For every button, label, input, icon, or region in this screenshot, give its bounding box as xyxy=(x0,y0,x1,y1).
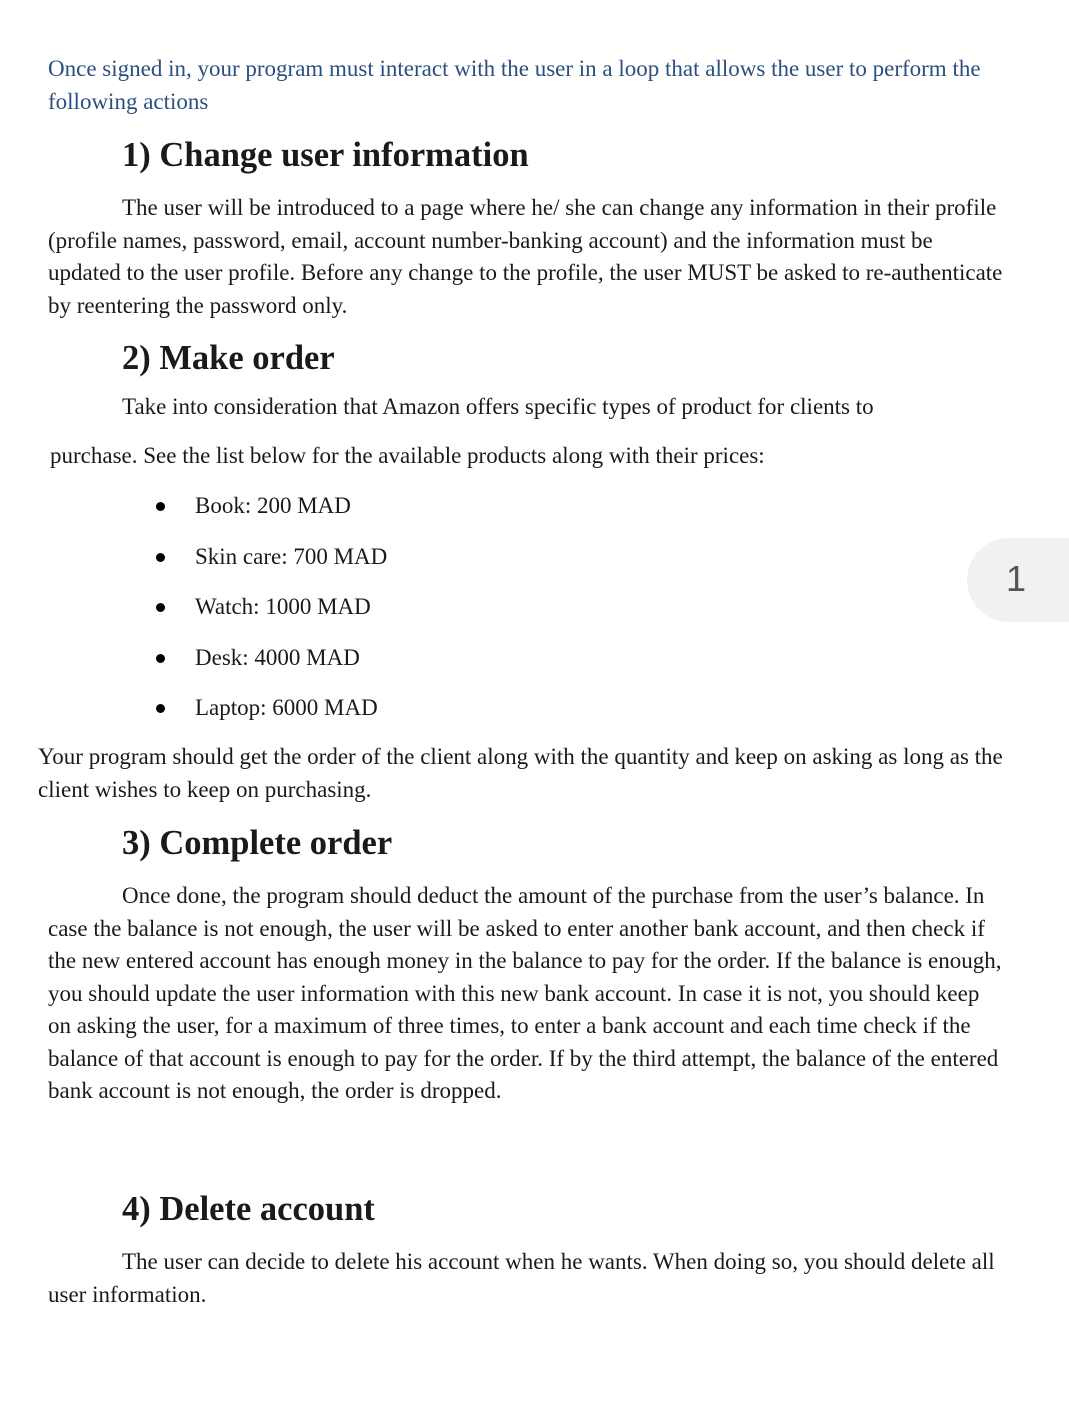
bullet-icon xyxy=(156,603,165,612)
heading-change-user-information: 1) Change user information xyxy=(122,136,529,174)
product-label: Skin care: 700 MAD xyxy=(195,544,388,569)
bullet-icon xyxy=(156,704,165,713)
heading-complete-order: 3) Complete order xyxy=(122,824,393,862)
page-number: 1 xyxy=(1006,558,1027,599)
bullet-icon xyxy=(156,553,165,562)
product-label: Watch: 1000 MAD xyxy=(195,594,371,619)
make-order-line-1: Take into consideration that Amazon offers specific types of product for clients to xyxy=(122,394,874,419)
complete-order-body: Once done, the program should deduct the amount of the purchase from the user’s balance. In case the balance is not enough, the user will be asked to enter another bank account, and then check if the new entered account has enough money in the balance to pay for the order. If the balance is enough, you should update the user information with this new bank account. In case it is not, you should keep on asking the user, for a maximum of three times, to enter a bank account and each time check if the balance of that account is enough to pay for the order. If by the third attempt, the balance of the entered bank account is not enough, the order is dropped. xyxy=(48,883,1002,1103)
heading-delete-account: 4) Delete account xyxy=(122,1190,375,1228)
change-user-information-body: The user will be introduced to a page where he/ she can change any information in their profile (profile names, password, email, account number-banking account) and the information must be updated to the user profile. Before any change to the profile, the user MUST be asked to re-authenticate by reentering the password only. xyxy=(48,195,1003,318)
heading-make-order: 2) Make order xyxy=(122,339,335,377)
make-order-after-paragraph: Your program should get the order of the client along with the quantity and keep on asking as long as the client wishes to keep on purchasing. xyxy=(38,744,1003,802)
product-label: Laptop: 6000 MAD xyxy=(195,695,378,720)
delete-account-body: The user can decide to delete his account when he wants. When doing so, you should delete all user information. xyxy=(48,1249,995,1307)
product-label: Desk: 4000 MAD xyxy=(195,645,360,670)
product-label: Book: 200 MAD xyxy=(195,493,351,518)
bullet-icon xyxy=(156,654,165,663)
make-order-line-2: purchase. See the list below for the available products along with their prices: xyxy=(50,443,765,468)
intro-paragraph: Once signed in, your program must interact with the user in a loop that allows the user to perform the following actions xyxy=(48,56,981,114)
bullet-icon xyxy=(156,502,165,511)
